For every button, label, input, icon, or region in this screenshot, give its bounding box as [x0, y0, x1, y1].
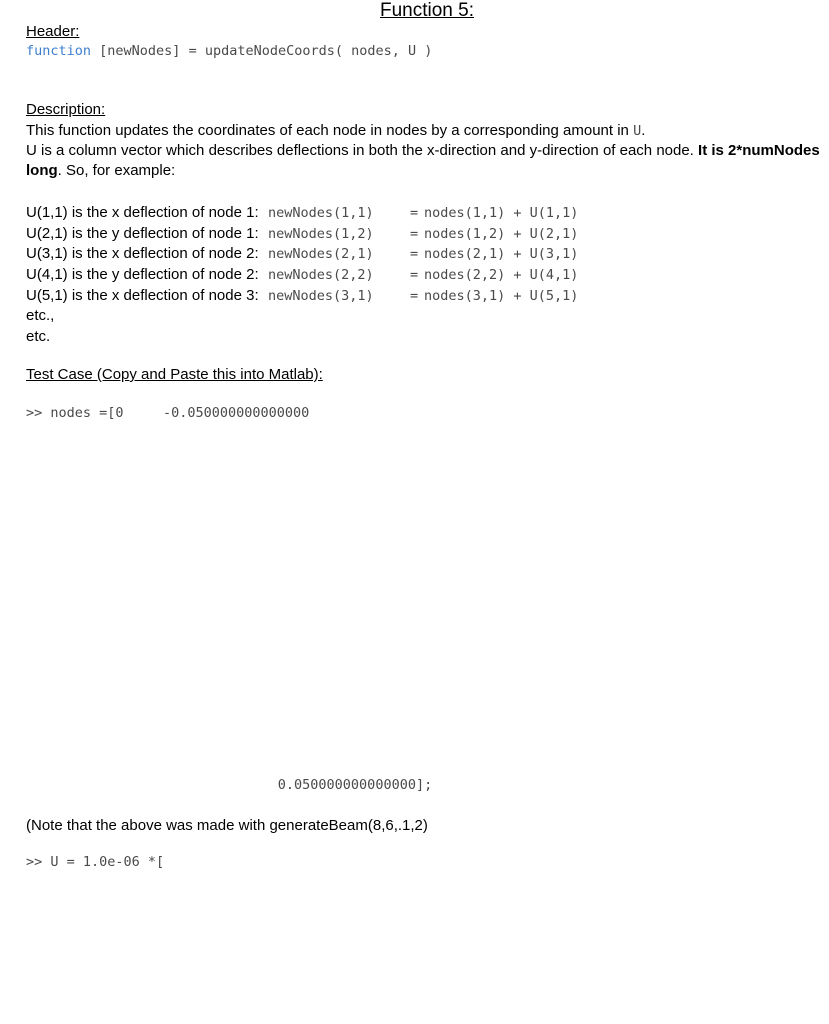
u-row — [26, 890, 164, 909]
deflection-examples — [26, 203, 578, 348]
example-equals: = — [410, 287, 419, 304]
etc-line: etc., — [26, 307, 55, 325]
matrix-row — [26, 757, 124, 776]
example-rhs: nodes(1,2) + U(2,1) — [424, 225, 579, 242]
u-vector — [26, 853, 164, 983]
matrix-row — [26, 646, 124, 665]
example-rhs: nodes(3,1) + U(5,1) — [424, 287, 579, 304]
matrix-row — [26, 720, 124, 739]
matrix-row — [26, 478, 124, 497]
example-lhs: newNodes(3,1) — [268, 287, 374, 304]
example-lhs: newNodes(1,1) — [268, 205, 374, 221]
example-rhs: nodes(2,2) + U(4,1) — [424, 267, 579, 284]
matrix-row — [26, 627, 124, 646]
example-row — [26, 203, 578, 224]
example-equals: = — [410, 267, 419, 284]
function-signature — [26, 43, 432, 59]
u-row — [26, 853, 164, 872]
matrix-cell-y: -0.050000000000000 — [163, 405, 310, 421]
matrix-row — [26, 460, 124, 479]
function-keyword: function — [26, 43, 92, 59]
description-label: Description: — [26, 101, 106, 118]
nodes-prefix: >> nodes =[0 — [26, 405, 124, 421]
nodes-matrix — [26, 404, 433, 794]
example-equals: = — [410, 225, 419, 242]
matrix-row — [26, 553, 124, 572]
description-line-1: This function updates the coordinates of each node in nodes by a corresponding amount in U. — [26, 122, 646, 139]
header-label: Header: — [26, 23, 80, 40]
matrix-cell-y: 0.050000000000000]; — [277, 776, 433, 793]
u-row — [26, 927, 164, 946]
matrix-row — [26, 739, 124, 758]
example-lhs: newNodes(2,1) — [268, 246, 374, 263]
u-row — [26, 965, 164, 984]
u-prefix: >> U = 1.0e-06 *[ — [26, 854, 165, 870]
matrix-row — [26, 534, 124, 553]
u-row — [26, 946, 164, 965]
matrix-row — [26, 497, 124, 516]
example-text: U(1,1) is the x deflection of node 1: — [26, 204, 259, 221]
etc-line: etc. — [26, 328, 51, 346]
matrix-row — [26, 702, 124, 721]
u-row — [26, 872, 164, 891]
matrix-row — [26, 590, 124, 609]
description-text — [26, 121, 824, 181]
description-line-2: U is a column vector which describes deflections in both the x-direction and y-direction of each node. It is 2*numNodes long. So, for example: — [26, 142, 820, 179]
example-equals: = — [410, 205, 419, 221]
example-lhs: newNodes(1,2) — [268, 225, 374, 242]
test-case-label: Test Case (Copy and Paste this into Matlab): — [26, 366, 323, 383]
example-row — [26, 286, 578, 307]
example-text: U(5,1) is the x deflection of node 3: — [26, 286, 259, 304]
example-rhs: nodes(1,1) + U(1,1) — [424, 205, 579, 221]
example-text: U(4,1) is the y deflection of node 2: — [26, 266, 259, 284]
matrix-row — [26, 441, 124, 460]
example-lhs: newNodes(2,2) — [268, 267, 374, 284]
example-row — [26, 224, 578, 245]
example-text: U(3,1) is the x deflection of node 2: — [26, 245, 259, 263]
example-row — [26, 244, 578, 265]
u-row — [26, 909, 164, 928]
matrix-row — [26, 609, 124, 628]
note-text: (Note that the above was made with generateBeam(8,6,.1,2) — [26, 817, 428, 834]
matrix-row — [26, 516, 124, 535]
matrix-row — [26, 664, 124, 683]
matrix-row — [26, 571, 124, 590]
example-text: U(2,1) is the y deflection of node 1: — [26, 224, 259, 242]
example-row — [26, 265, 578, 286]
signature-text: [newNodes] = updateNodeCoords( nodes, U ) — [91, 43, 433, 59]
page-title: Function 5: — [380, 0, 474, 21]
example-rhs: nodes(2,1) + U(3,1) — [424, 246, 579, 263]
matrix-row — [26, 423, 124, 442]
matrix-row — [26, 683, 124, 702]
matrix-row — [26, 776, 433, 795]
example-equals: = — [410, 246, 419, 263]
matrix-row — [26, 404, 310, 423]
